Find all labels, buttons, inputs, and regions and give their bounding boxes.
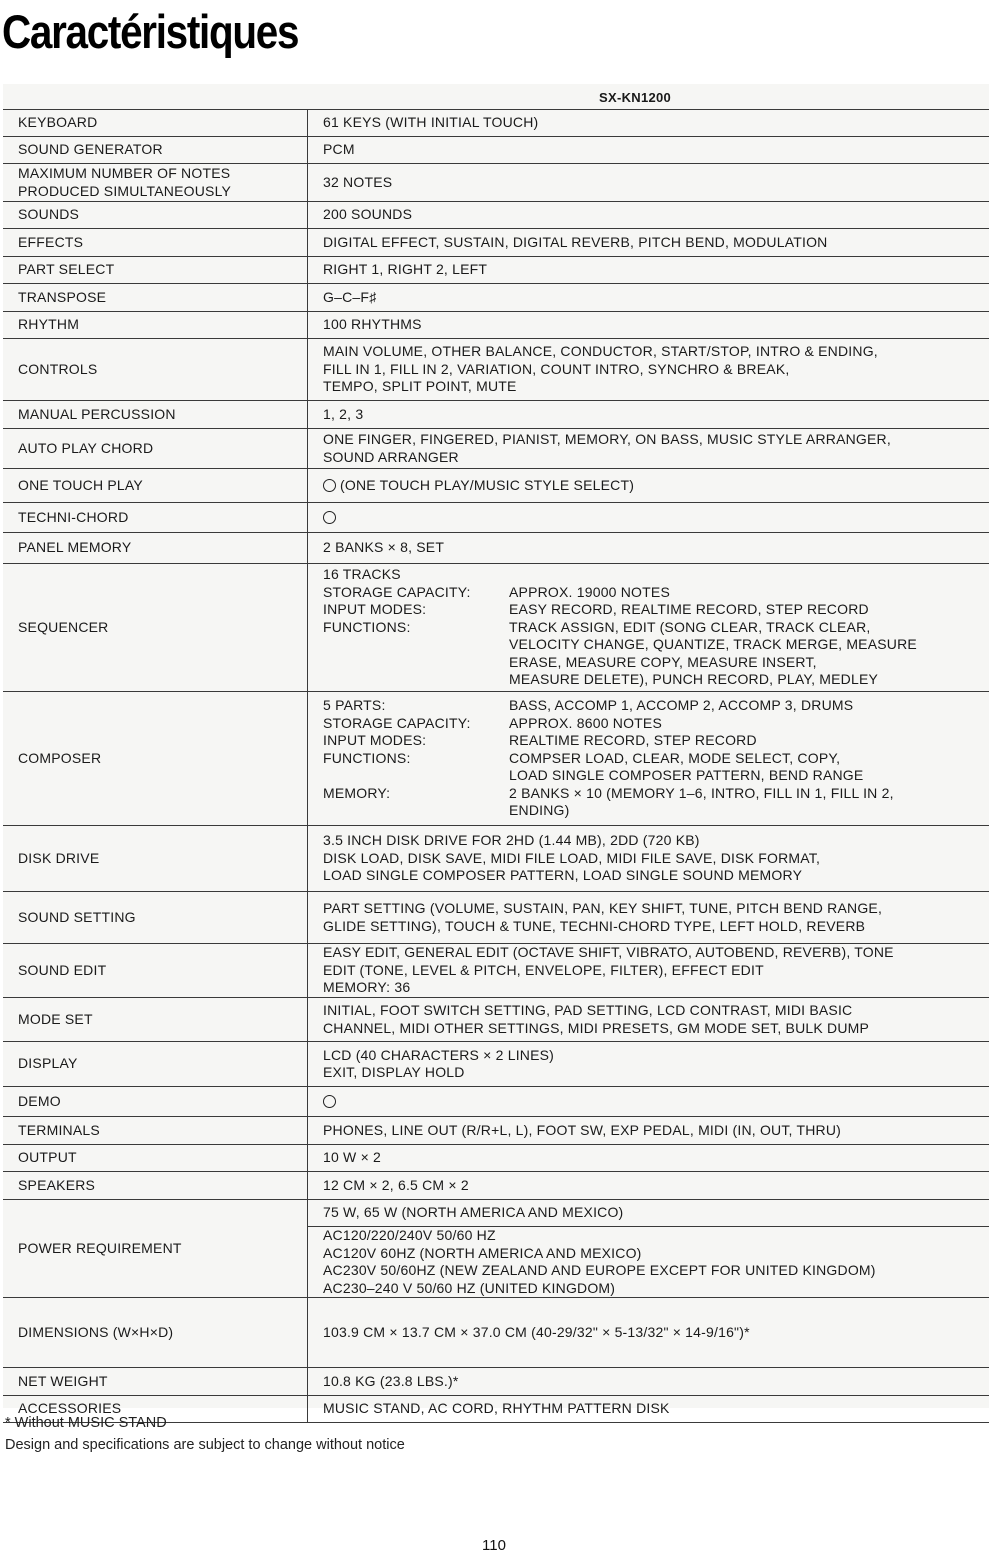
spec-row-terminals bbox=[3, 1117, 989, 1145]
spec-pair bbox=[323, 715, 981, 733]
value-line: GLIDE SETTING), TOUCH & TUNE, TECHNI-CHORD TYPE, LEFT HOLD, REVERB bbox=[323, 917, 866, 934]
spec-label: DISK DRIVE bbox=[3, 826, 308, 892]
value-line: 32 NOTES bbox=[323, 173, 393, 190]
spec-pair bbox=[323, 619, 981, 637]
spec-row-sounds bbox=[3, 202, 989, 229]
value-line: 75 W, 65 W (NORTH AMERICA AND MEXICO) bbox=[323, 1204, 624, 1221]
spec-pair bbox=[323, 732, 981, 750]
spec-row-display bbox=[3, 1042, 989, 1087]
value-line: AC230V 50/60HZ (NEW ZEALAND AND EUROPE EXCEPT FOR UNITED KINGDOM) bbox=[323, 1262, 876, 1278]
spec-label: SEQUENCER bbox=[3, 564, 308, 692]
spec-label: KEYBOARD bbox=[3, 110, 308, 137]
circle-icon bbox=[323, 479, 336, 492]
spec-pair bbox=[323, 671, 981, 689]
spec-row-one-touch-play bbox=[3, 469, 989, 503]
value-line: CHANNEL, MIDI OTHER SETTINGS, MIDI PRESETS, GM MODE SET, BULK DUMP bbox=[323, 1019, 870, 1036]
value-line: 103.9 CM × 13.7 CM × 37.0 CM (40-29/32" × 5-13/32" × 14-9/16")* bbox=[323, 1323, 750, 1340]
value-line: FILL IN 1, FILL IN 2, VARIATION, COUNT INTRO, SYNCHRO & BREAK, bbox=[323, 360, 790, 377]
spec-value bbox=[308, 284, 990, 312]
spec-label: TECHNI-CHORD bbox=[3, 503, 308, 533]
value-line: LCD (40 CHARACTERS × 2 LINES) bbox=[323, 1046, 555, 1063]
spec-pair-key bbox=[323, 671, 509, 689]
spec-label: ONE TOUCH PLAY bbox=[3, 469, 308, 503]
spec-pair bbox=[323, 750, 981, 768]
spec-value bbox=[308, 469, 990, 503]
spec-row-sequencer bbox=[3, 564, 989, 692]
value-line: 100 RHYTHMS bbox=[323, 316, 422, 333]
spec-row-maximum-number-of-notes-produced-simultaneously bbox=[3, 164, 989, 202]
spec-value bbox=[308, 944, 990, 998]
value-line: ONE FINGER, FINGERED, PIANIST, MEMORY, ON BASS, MUSIC STYLE ARRANGER, bbox=[323, 431, 891, 447]
value-line: EXIT, DISPLAY HOLD bbox=[323, 1064, 465, 1080]
specifications-panel bbox=[3, 84, 989, 1417]
spec-pair bbox=[323, 584, 981, 602]
spec-pair bbox=[323, 636, 981, 654]
footnote-without-stand: * Without MUSIC STAND bbox=[5, 1415, 167, 1431]
spec-pair-key: STORAGE CAPACITY: bbox=[323, 714, 471, 731]
spec-pair-key: FUNCTIONS: bbox=[323, 749, 411, 766]
value-line: 2 BANKS × 8, SET bbox=[323, 539, 445, 556]
value-line: MEMORY: 36 bbox=[323, 979, 411, 996]
spec-pair-value: EASY RECORD, REALTIME RECORD, STEP RECORD bbox=[509, 601, 869, 618]
spec-pair-key bbox=[323, 767, 509, 785]
value-line: PHONES, LINE OUT (R/R+L, L), FOOT SW, EXP PEDAL, MIDI (IN, OUT, THRU) bbox=[323, 1121, 842, 1138]
value-line: 61 KEYS (WITH INITIAL TOUCH) bbox=[323, 114, 539, 131]
spec-label: AUTO PLAY CHORD bbox=[3, 429, 308, 469]
value-line: G–C–F♯ bbox=[323, 288, 377, 305]
spec-row-effects bbox=[3, 229, 989, 257]
value-line bbox=[323, 477, 981, 495]
spec-label: OUTPUT bbox=[3, 1145, 308, 1172]
spec-pair-value: ERASE, MEASURE COPY, MEASURE INSERT, bbox=[509, 653, 817, 670]
spec-row-demo bbox=[3, 1087, 989, 1117]
spec-value bbox=[308, 229, 990, 257]
spec-row-panel-memory bbox=[3, 533, 989, 564]
value-line bbox=[323, 1093, 981, 1111]
spec-pair-value: BASS, ACCOMP 1, ACCOMP 2, ACCOMP 3, DRUMS bbox=[509, 697, 854, 714]
value-text: (ONE TOUCH PLAY/MUSIC STYLE SELECT) bbox=[340, 476, 635, 493]
spec-pair-value: APPROX. 8600 NOTES bbox=[509, 714, 662, 731]
spec-row-output bbox=[3, 1145, 989, 1172]
spec-value bbox=[308, 110, 990, 137]
spec-value bbox=[308, 1368, 990, 1396]
spec-pair-key: INPUT MODES: bbox=[323, 732, 427, 749]
spec-row-speakers bbox=[3, 1172, 989, 1200]
spec-value bbox=[308, 692, 990, 826]
spec-label: TRANSPOSE bbox=[3, 284, 308, 312]
spec-row-techni-chord bbox=[3, 503, 989, 533]
spec-pair bbox=[323, 802, 981, 820]
spec-label: PART SELECT bbox=[3, 257, 308, 284]
value-line: 10 W × 2 bbox=[323, 1149, 382, 1166]
spec-pair-key: MEMORY: bbox=[323, 784, 391, 801]
value-line: PCM bbox=[323, 141, 355, 158]
spec-row-disk-drive bbox=[3, 826, 989, 892]
spec-label: CONTROLS bbox=[3, 339, 308, 401]
value-line: EDIT (TONE, LEVEL & PITCH, ENVELOPE, FILTER), EFFECT EDIT bbox=[323, 961, 764, 978]
value-line: TEMPO, SPLIT POINT, MUTE bbox=[323, 378, 517, 395]
spec-row-mode-set bbox=[3, 998, 989, 1042]
spec-label: DEMO bbox=[3, 1087, 308, 1117]
value-line: 200 SOUNDS bbox=[323, 206, 413, 223]
spec-label: SPEAKERS bbox=[3, 1172, 308, 1200]
spec-row-power-requirement-1 bbox=[3, 1200, 989, 1227]
spec-value bbox=[308, 533, 990, 564]
spec-pair-value: VELOCITY CHANGE, QUANTIZE, TRACK MERGE, MEASURE bbox=[509, 636, 917, 653]
spec-value bbox=[308, 137, 990, 164]
spec-label: MODE SET bbox=[3, 998, 308, 1042]
value-line: SOUND ARRANGER bbox=[323, 448, 459, 465]
spec-label: SOUND SETTING bbox=[3, 892, 308, 944]
spec-row-sound-edit bbox=[3, 944, 989, 998]
value-line: 16 TRACKS bbox=[323, 566, 401, 583]
spec-label: SOUND EDIT bbox=[3, 944, 308, 998]
circle-icon bbox=[323, 1095, 336, 1108]
spec-value bbox=[308, 998, 990, 1042]
value-line: EASY EDIT, GENERAL EDIT (OCTAVE SHIFT, VIBRATO, AUTOBEND, REVERB), TONE bbox=[323, 944, 894, 961]
value-line: RIGHT 1, RIGHT 2, LEFT bbox=[323, 261, 488, 278]
page-title: Caractéristiques bbox=[2, 5, 299, 58]
spec-pair-key bbox=[323, 654, 509, 672]
spec-row-keyboard bbox=[3, 110, 989, 137]
spec-value bbox=[308, 1298, 990, 1368]
spec-row-rhythm bbox=[3, 312, 989, 339]
value-line: DISK LOAD, DISK SAVE, MIDI FILE LOAD, MIDI FILE SAVE, DISK FORMAT, bbox=[323, 849, 821, 866]
value-line: DIGITAL EFFECT, SUSTAIN, DIGITAL REVERB, PITCH BEND, MODULATION bbox=[323, 233, 828, 250]
spec-value bbox=[308, 503, 990, 533]
spec-value bbox=[308, 339, 990, 401]
spec-pair-value: TRACK ASSIGN, EDIT (SONG CLEAR, TRACK CLEAR, bbox=[509, 618, 871, 635]
spec-pair bbox=[323, 601, 981, 619]
spec-row-composer bbox=[3, 692, 989, 826]
value-line: MUSIC STAND, AC CORD, RHYTHM PATTERN DISK bbox=[323, 1400, 670, 1417]
circle-icon bbox=[323, 511, 336, 524]
spec-label: NET WEIGHT bbox=[3, 1368, 308, 1396]
spec-pair-key: STORAGE CAPACITY: bbox=[323, 583, 471, 600]
spec-pair-value: LOAD SINGLE COMPOSER PATTERN, BEND RANGE bbox=[509, 767, 864, 784]
specifications-table bbox=[3, 109, 989, 1423]
spec-row-part-select bbox=[3, 257, 989, 284]
spec-value bbox=[308, 202, 990, 229]
spec-label: MANUAL PERCUSSION bbox=[3, 401, 308, 429]
spec-value bbox=[308, 1396, 990, 1423]
spec-label: RHYTHM bbox=[3, 312, 308, 339]
spec-value bbox=[308, 312, 990, 339]
spec-pair-value: 2 BANKS × 10 (MEMORY 1–6, INTRO, FILL IN 1, FILL IN 2, bbox=[509, 784, 894, 801]
spec-label: POWER REQUIREMENT bbox=[3, 1200, 308, 1298]
value-line: MAIN VOLUME, OTHER BALANCE, CONDUCTOR, START/STOP, INTRO & ENDING, bbox=[323, 343, 878, 360]
spec-value bbox=[308, 1087, 990, 1117]
value-line: 12 CM × 2, 6.5 CM × 2 bbox=[323, 1176, 469, 1193]
spec-row-sound-generator bbox=[3, 137, 989, 164]
spec-label: MAXIMUM NUMBER OF NOTES PRODUCED SIMULTANEOUSLY bbox=[3, 164, 308, 202]
spec-label: DISPLAY bbox=[3, 1042, 308, 1087]
spec-label: TERMINALS bbox=[3, 1117, 308, 1145]
spec-pair bbox=[323, 767, 981, 785]
spec-value bbox=[308, 1227, 990, 1298]
value-line: AC120/220/240V 50/60 HZ bbox=[323, 1227, 496, 1243]
model-header bbox=[3, 84, 989, 110]
spec-pair bbox=[323, 697, 981, 715]
value-line: 1, 2, 3 bbox=[323, 405, 364, 422]
spec-row-manual-percussion bbox=[3, 401, 989, 429]
spec-pair-value: REALTIME RECORD, STEP RECORD bbox=[509, 732, 757, 749]
spec-value bbox=[308, 164, 990, 202]
spec-value bbox=[308, 1172, 990, 1200]
spec-pair-key: 5 PARTS: bbox=[323, 697, 386, 714]
value-line: AC230–240 V 50/60 HZ (UNITED KINGDOM) bbox=[323, 1279, 616, 1296]
spec-pair-key bbox=[323, 636, 509, 654]
spec-value bbox=[308, 826, 990, 892]
spec-label: SOUND GENERATOR bbox=[3, 137, 308, 164]
value-line: PART SETTING (VOLUME, SUSTAIN, PAN, KEY SHIFT, TUNE, PITCH BEND RANGE, bbox=[323, 900, 883, 916]
spec-value bbox=[308, 401, 990, 429]
spec-pair-value: COMPSER LOAD, CLEAR, MODE SELECT, COPY, bbox=[509, 749, 841, 766]
spec-pair-value: MEASURE DELETE), PUNCH RECORD, PLAY, MEDLEY bbox=[509, 671, 879, 688]
spec-value bbox=[308, 564, 990, 692]
spec-label: DIMENSIONS (W×H×D) bbox=[3, 1298, 308, 1368]
spec-value bbox=[308, 257, 990, 284]
spec-value bbox=[308, 1200, 990, 1227]
value-line: INITIAL, FOOT SWITCH SETTING, PAD SETTING, LCD CONTRAST, MIDI BASIC bbox=[323, 1002, 853, 1018]
value-line: 3.5 INCH DISK DRIVE FOR 2HD (1.44 MB), 2DD (720 KB) bbox=[323, 832, 700, 849]
spec-value bbox=[308, 892, 990, 944]
value-line: AC120V 60HZ (NORTH AMERICA AND MEXICO) bbox=[323, 1244, 642, 1261]
spec-pair-value: APPROX. 19000 NOTES bbox=[509, 583, 670, 600]
spec-pair-key: INPUT MODES: bbox=[323, 601, 427, 618]
spec-label: PANEL MEMORY bbox=[3, 533, 308, 564]
spec-label: COMPOSER bbox=[3, 692, 308, 826]
spec-value bbox=[308, 1042, 990, 1087]
spec-row-controls bbox=[3, 339, 989, 401]
spec-value bbox=[308, 1117, 990, 1145]
spec-label: ACCESSORIES bbox=[3, 1396, 308, 1423]
spec-label: SOUNDS bbox=[3, 202, 308, 229]
spec-row-transpose bbox=[3, 284, 989, 312]
spec-pair bbox=[323, 785, 981, 803]
spec-row-auto-play-chord bbox=[3, 429, 989, 469]
spec-value bbox=[308, 429, 990, 469]
page-number: 110 bbox=[482, 1537, 506, 1554]
spec-label: EFFECTS bbox=[3, 229, 308, 257]
spec-pair bbox=[323, 654, 981, 672]
spec-row-sound-setting bbox=[3, 892, 989, 944]
value-line bbox=[323, 509, 981, 527]
model-label: SX-KN1200 bbox=[599, 90, 672, 105]
footnotes bbox=[5, 1412, 405, 1456]
spec-row-dimensions-w-h-d bbox=[3, 1298, 989, 1368]
value-line: LOAD SINGLE COMPOSER PATTERN, LOAD SINGLE SOUND MEMORY bbox=[323, 867, 803, 884]
spec-row-net-weight bbox=[3, 1368, 989, 1396]
spec-value bbox=[308, 1145, 990, 1172]
footnote-specs-notice: Design and specifications are subject to change without notice bbox=[5, 1437, 405, 1453]
spec-pair-key bbox=[323, 802, 509, 820]
spec-pair-value: ENDING) bbox=[509, 802, 570, 819]
spec-pair-key: FUNCTIONS: bbox=[323, 618, 411, 635]
value-line: 10.8 KG (23.8 LBS.)* bbox=[323, 1372, 459, 1389]
